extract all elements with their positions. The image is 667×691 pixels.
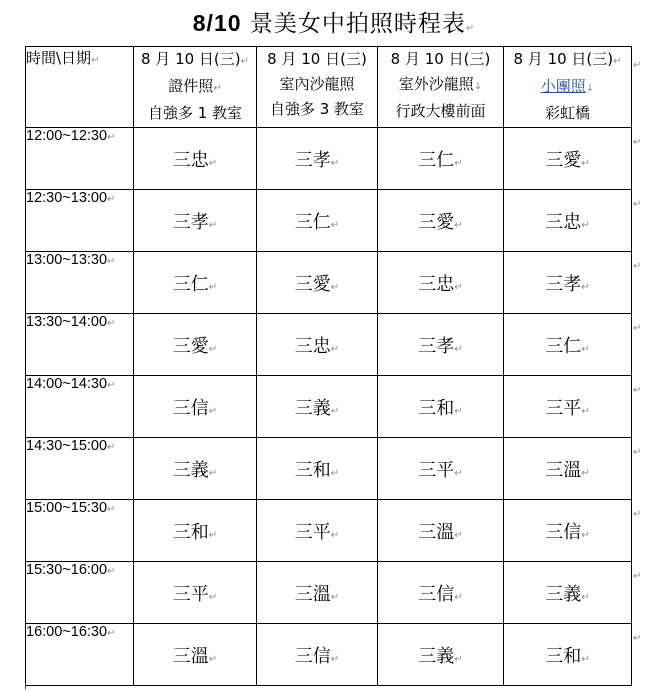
class-name: 三信 (418, 583, 455, 605)
row-end-mark-icon: ↵ (633, 509, 642, 520)
class-name: 三義 (545, 583, 582, 605)
row-end-mark-icon: ↵ (633, 571, 642, 582)
class-cell (504, 624, 632, 686)
class-name: 三溫 (294, 583, 331, 605)
class-cell (257, 128, 378, 190)
paragraph-mark-icon: ↵ (330, 529, 340, 541)
class-cell (378, 314, 504, 376)
paragraph-mark-icon: ↵ (581, 157, 590, 169)
row-end-mark-icon: ↵ (633, 385, 642, 396)
class-name: 三義 (294, 397, 331, 419)
paragraph-mark-icon: ↵ (330, 281, 340, 293)
paragraph-mark-icon: ↵ (330, 219, 340, 231)
row-end-mark-icon: ↵ (633, 137, 642, 148)
paragraph-mark-icon: ↵ (581, 343, 590, 355)
paragraph-mark-icon: ↵ (454, 405, 463, 417)
corner-label: 時間\日期 (26, 49, 92, 67)
paragraph-mark-icon: ↵ (581, 405, 590, 417)
class-cell (504, 252, 632, 314)
class-cell (378, 128, 504, 190)
paragraph-mark-icon: ↵ (107, 380, 116, 391)
column-location: 彩虹橋 (544, 104, 590, 122)
class-cell (134, 376, 257, 438)
class-name: 三孝 (172, 211, 209, 233)
class-name: 三忠 (418, 273, 455, 295)
column-header-indoor-salon (257, 47, 378, 128)
table-row (26, 562, 632, 624)
class-cell (134, 562, 257, 624)
time-slot-cell (26, 252, 134, 314)
schedule-table (25, 46, 632, 686)
class-cell (134, 500, 257, 562)
class-name: 三仁 (418, 149, 455, 171)
paragraph-mark-icon: ↵ (240, 56, 250, 67)
class-name: 三愛 (545, 149, 582, 171)
paragraph-mark-icon: ↵ (208, 405, 218, 417)
time-slot-label: 12:00~12:30 (26, 128, 108, 144)
paragraph-mark-icon: ↵ (208, 157, 218, 169)
column-photo-type: 室外沙龍照 (398, 75, 474, 93)
paragraph-mark-icon: ↵ (581, 529, 590, 541)
class-name: 三忠 (545, 211, 582, 233)
paragraph-mark-icon: ↵ (91, 55, 100, 66)
paragraph-mark-icon: ↵ (208, 219, 218, 231)
class-cell (378, 438, 504, 500)
class-cell (257, 314, 378, 376)
class-name: 三孝 (418, 335, 455, 357)
column-header-outdoor-salon (378, 47, 504, 128)
line-break-mark-icon: ↓ (473, 81, 483, 92)
class-name: 三義 (172, 459, 209, 481)
paragraph-mark-icon: ↵ (107, 442, 116, 453)
class-name: 三仁 (172, 273, 209, 295)
class-name: 三和 (294, 459, 331, 481)
paragraph-mark-icon: ↵ (208, 653, 218, 665)
class-name: 三仁 (545, 335, 582, 357)
class-cell (378, 562, 504, 624)
class-name: 三忠 (294, 335, 331, 357)
class-cell (378, 500, 504, 562)
time-slot-label: 12:30~13:00 (26, 190, 108, 206)
column-date: 8 月 10 日(三) (390, 50, 491, 68)
class-cell (257, 562, 378, 624)
paragraph-mark-icon: ↵ (454, 591, 463, 603)
class-name: 三平 (294, 521, 331, 543)
class-name: 三愛 (294, 273, 331, 295)
class-name: 三信 (294, 645, 331, 667)
class-name: 三平 (418, 459, 455, 481)
paragraph-mark-icon: ↵ (330, 157, 340, 169)
paragraph-mark-icon: ↵ (330, 467, 340, 479)
paragraph-mark-icon: ↵ (213, 83, 222, 94)
corner-header (26, 47, 134, 128)
row-end-mark-icon: ↵ (633, 447, 642, 458)
time-slot-cell (26, 500, 134, 562)
paragraph-mark-icon: ↵ (581, 219, 590, 231)
class-cell (504, 438, 632, 500)
class-cell (257, 252, 378, 314)
time-slot-cell (26, 438, 134, 500)
class-cell (134, 438, 257, 500)
paragraph-mark-icon: ↵ (454, 467, 463, 479)
paragraph-mark-icon: ↵ (465, 23, 475, 34)
class-cell (134, 252, 257, 314)
class-cell (504, 376, 632, 438)
class-cell (504, 190, 632, 252)
paragraph-mark-icon: ↵ (208, 281, 218, 293)
class-name: 三信 (545, 521, 582, 543)
paragraph-mark-icon: ↵ (454, 343, 463, 355)
paragraph-mark-icon: ↵ (454, 157, 463, 169)
paragraph-mark-icon: ↵ (107, 132, 116, 143)
title-date: 8/10 (192, 10, 242, 36)
class-name: 三愛 (418, 211, 455, 233)
class-cell (378, 190, 504, 252)
paragraph-mark-icon: ↵ (107, 256, 116, 267)
paragraph-mark-icon: ↵ (208, 529, 218, 541)
page-title (0, 6, 667, 46)
class-cell (378, 252, 504, 314)
paragraph-mark-icon: ↵ (581, 653, 590, 665)
paragraph-mark-icon: ↵ (330, 343, 340, 355)
class-cell (134, 624, 257, 686)
class-name: 三孝 (294, 149, 331, 171)
row-end-mark-icon: ↵ (633, 323, 642, 334)
time-slot-label: 14:00~14:30 (26, 376, 108, 392)
class-name: 三和 (172, 521, 209, 543)
paragraph-mark-icon: ↵ (454, 529, 463, 541)
table-row (26, 252, 632, 314)
class-name: 三平 (172, 583, 209, 605)
time-slot-cell (26, 562, 134, 624)
class-cell (504, 562, 632, 624)
class-name: 三義 (418, 645, 455, 667)
paragraph-mark-icon: ↵ (107, 194, 116, 205)
class-name: 三孝 (545, 273, 582, 295)
column-photo-type-link[interactable]: 小團照 (540, 77, 586, 95)
time-slot-label: 15:00~15:30 (26, 500, 108, 516)
class-name: 三忠 (172, 149, 209, 171)
row-end-mark-icon: ↵ (633, 261, 642, 272)
paragraph-mark-icon: ↵ (581, 281, 590, 293)
table-row (26, 500, 632, 562)
column-location: 自強多 1 教室 (147, 104, 243, 122)
paragraph-mark-icon: ↵ (330, 591, 340, 603)
table-row (26, 624, 632, 686)
class-cell (257, 376, 378, 438)
paragraph-mark-icon: ↵ (208, 343, 218, 355)
time-slot-label: 13:00~13:30 (26, 252, 108, 268)
class-name: 三溫 (418, 521, 455, 543)
table-row (26, 314, 632, 376)
class-cell (134, 190, 257, 252)
paragraph-mark-icon: ↵ (107, 628, 116, 639)
class-cell (504, 500, 632, 562)
paragraph-mark-icon: ↵ (208, 467, 218, 479)
title-text: 景美女中拍照時程表 (249, 11, 466, 37)
row-end-mark-icon: ↵ (633, 633, 642, 644)
table-row (26, 438, 632, 500)
row-end-mark-icon: ↵ (633, 199, 642, 210)
paragraph-mark-icon: ↵ (330, 405, 340, 417)
time-slot-cell (26, 376, 134, 438)
paragraph-mark-icon: ↵ (581, 467, 590, 479)
class-cell (257, 438, 378, 500)
paragraph-mark-icon: ↵ (454, 219, 463, 231)
class-cell (504, 314, 632, 376)
column-location: 行政大樓前面 (395, 102, 486, 120)
paragraph-mark-icon: ↵ (581, 591, 590, 603)
column-photo-type: 證件照 (168, 77, 214, 95)
class-cell (504, 128, 632, 190)
class-name: 三和 (418, 397, 455, 419)
column-photo-type: 室內沙龍照 (279, 75, 355, 93)
time-slot-label: 16:00~16:30 (26, 624, 108, 640)
time-slot-cell (26, 314, 134, 376)
class-cell (378, 376, 504, 438)
class-name: 三溫 (545, 459, 582, 481)
paragraph-mark-icon: ↵ (454, 281, 463, 293)
class-name: 三仁 (294, 211, 331, 233)
column-header-small-group (504, 47, 632, 128)
column-date: 8 月 10 日(三) (513, 50, 614, 68)
header-row (26, 47, 632, 128)
table-row (26, 190, 632, 252)
time-slot-cell (26, 190, 134, 252)
paragraph-mark-icon: ↵ (107, 318, 116, 329)
row-end-mark-icon: ↵ (633, 60, 642, 71)
paragraph-mark-icon: ↵ (107, 566, 116, 577)
paragraph-mark-icon: ↵ (454, 653, 463, 665)
column-date: 8 月 10 日(三) (140, 50, 241, 68)
time-slot-cell (26, 624, 134, 686)
class-cell (257, 500, 378, 562)
time-slot-label: 15:30~16:00 (26, 562, 108, 578)
class-name: 三平 (545, 397, 582, 419)
paragraph-mark-icon: ↵ (208, 591, 218, 603)
paragraph-mark-icon: ↵ (613, 56, 622, 67)
column-header-id-photo (134, 47, 257, 128)
table-row (26, 128, 632, 190)
paragraph-mark-icon: ↵ (107, 504, 116, 515)
class-cell (134, 128, 257, 190)
line-break-mark-icon: ↓ (585, 83, 595, 94)
column-location: 自強多 3 教室 (269, 100, 365, 118)
time-slot-label: 14:30~15:00 (26, 438, 108, 454)
cursor-mark (25, 683, 26, 689)
table-row (26, 376, 632, 438)
class-name: 三信 (172, 397, 209, 419)
class-name: 三溫 (172, 645, 209, 667)
class-cell (378, 624, 504, 686)
column-date: 8 月 10 日(三) (267, 50, 367, 68)
paragraph-mark-icon: ↵ (330, 653, 340, 665)
class-name: 三愛 (172, 335, 209, 357)
class-cell (257, 190, 378, 252)
class-cell (257, 624, 378, 686)
class-cell (134, 314, 257, 376)
time-slot-cell (26, 128, 134, 190)
class-name: 三和 (545, 645, 582, 667)
time-slot-label: 13:30~14:00 (26, 314, 108, 330)
